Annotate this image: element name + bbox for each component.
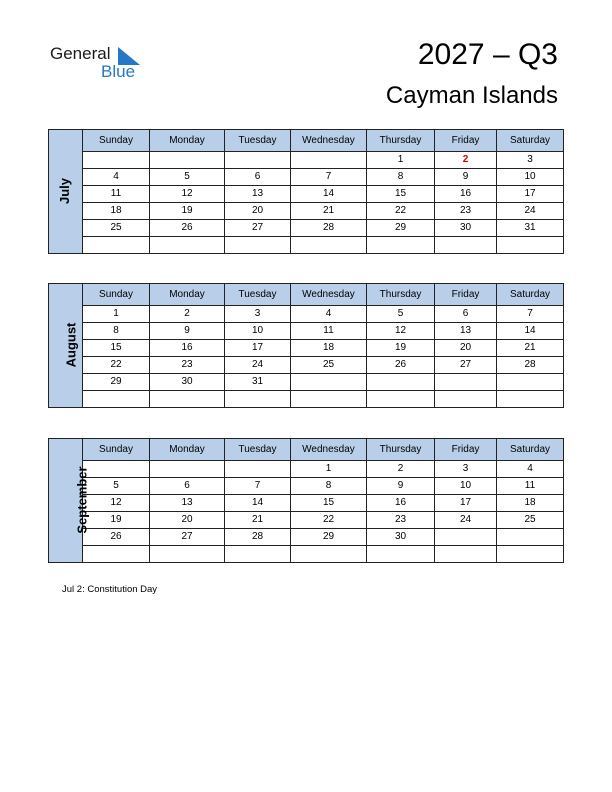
- day-cell: [367, 374, 435, 391]
- month-label-cell: [49, 284, 83, 408]
- day-cell: 25: [497, 512, 564, 529]
- day-cell: 10: [435, 478, 497, 495]
- weekday-header: Monday: [150, 130, 225, 152]
- day-cell: [83, 546, 150, 563]
- day-cell: 2: [150, 306, 225, 323]
- weekday-header-row: [49, 284, 564, 306]
- day-cell: [225, 237, 291, 254]
- weekday-header: Tuesday: [225, 284, 291, 306]
- day-cell: 3: [435, 461, 497, 478]
- day-cell: [367, 391, 435, 408]
- day-cell: [435, 546, 497, 563]
- day-cell: [225, 461, 291, 478]
- weekday-header: Friday: [435, 284, 497, 306]
- day-cell: 18: [83, 203, 150, 220]
- weekday-header: Thursday: [367, 130, 435, 152]
- day-cell: 23: [150, 357, 225, 374]
- week-row: [49, 169, 564, 186]
- weekday-header: Saturday: [497, 130, 564, 152]
- day-cell: 22: [83, 357, 150, 374]
- weekday-header: Thursday: [367, 284, 435, 306]
- day-cell: [435, 391, 497, 408]
- day-cell: 12: [83, 495, 150, 512]
- month-label-cell: [49, 130, 83, 254]
- weekday-header: Sunday: [83, 284, 150, 306]
- day-cell: [83, 461, 150, 478]
- day-cell: 12: [367, 323, 435, 340]
- day-cell: 30: [367, 529, 435, 546]
- day-cell: [150, 546, 225, 563]
- day-cell: 2: [435, 152, 497, 169]
- day-cell: 19: [150, 203, 225, 220]
- holiday-note: Jul 2: Constitution Day: [62, 584, 158, 595]
- day-cell: 7: [225, 478, 291, 495]
- weekday-header: Friday: [435, 130, 497, 152]
- weekday-header: Wednesday: [291, 284, 367, 306]
- day-cell: [435, 237, 497, 254]
- weekday-header: Monday: [150, 284, 225, 306]
- day-cell: [150, 152, 225, 169]
- day-cell: 16: [367, 495, 435, 512]
- day-cell: 11: [497, 478, 564, 495]
- day-cell: 23: [435, 203, 497, 220]
- day-cell: 9: [367, 478, 435, 495]
- day-cell: 27: [225, 220, 291, 237]
- week-row: [49, 306, 564, 323]
- week-row: [49, 391, 564, 408]
- day-cell: 27: [150, 529, 225, 546]
- day-cell: 28: [291, 220, 367, 237]
- day-cell: 26: [150, 220, 225, 237]
- week-row: [49, 152, 564, 169]
- day-cell: 5: [150, 169, 225, 186]
- month-table-2: [48, 438, 564, 563]
- day-cell: 16: [435, 186, 497, 203]
- day-cell: 13: [150, 495, 225, 512]
- day-cell: 12: [150, 186, 225, 203]
- week-row: [49, 357, 564, 374]
- day-cell: 9: [435, 169, 497, 186]
- week-row: [49, 340, 564, 357]
- day-cell: 6: [150, 478, 225, 495]
- day-cell: 11: [83, 186, 150, 203]
- weekday-header: Monday: [150, 439, 225, 461]
- day-cell: 15: [291, 495, 367, 512]
- day-cell: [225, 152, 291, 169]
- day-cell: 28: [497, 357, 564, 374]
- week-row: [49, 495, 564, 512]
- day-cell: [435, 374, 497, 391]
- day-cell: 25: [291, 357, 367, 374]
- day-cell: [225, 391, 291, 408]
- day-cell: 1: [83, 306, 150, 323]
- day-cell: [497, 529, 564, 546]
- day-cell: [497, 374, 564, 391]
- day-cell: 9: [150, 323, 225, 340]
- day-cell: 25: [83, 220, 150, 237]
- day-cell: [291, 374, 367, 391]
- day-cell: [367, 546, 435, 563]
- day-cell: 3: [225, 306, 291, 323]
- day-cell: 24: [225, 357, 291, 374]
- week-row: [49, 512, 564, 529]
- week-row: [49, 478, 564, 495]
- page-subtitle: Cayman Islands: [385, 82, 558, 109]
- day-cell: [367, 237, 435, 254]
- day-cell: [291, 391, 367, 408]
- day-cell: 1: [367, 152, 435, 169]
- weekday-header: Thursday: [367, 439, 435, 461]
- day-cell: 20: [150, 512, 225, 529]
- day-cell: 18: [497, 495, 564, 512]
- day-cell: [497, 546, 564, 563]
- day-cell: 21: [291, 203, 367, 220]
- month-name: July: [57, 177, 73, 204]
- day-cell: 28: [225, 529, 291, 546]
- day-cell: 20: [435, 340, 497, 357]
- day-cell: 22: [291, 512, 367, 529]
- day-cell: 10: [225, 323, 291, 340]
- day-cell: 4: [83, 169, 150, 186]
- month-table-1: [48, 283, 564, 408]
- day-cell: 4: [291, 306, 367, 323]
- weekday-header: Sunday: [83, 130, 150, 152]
- weekday-header: Friday: [435, 439, 497, 461]
- day-cell: 7: [497, 306, 564, 323]
- day-cell: 10: [497, 169, 564, 186]
- day-cell: 17: [225, 340, 291, 357]
- page-title: 2027 – Q3: [417, 38, 558, 71]
- day-cell: 31: [225, 374, 291, 391]
- day-cell: 20: [225, 203, 291, 220]
- day-cell: 26: [83, 529, 150, 546]
- day-cell: 11: [291, 323, 367, 340]
- day-cell: 24: [497, 203, 564, 220]
- day-cell: 17: [435, 495, 497, 512]
- day-cell: [83, 391, 150, 408]
- week-row: [49, 546, 564, 563]
- day-cell: 31: [497, 220, 564, 237]
- day-cell: 30: [150, 374, 225, 391]
- week-row: [49, 529, 564, 546]
- day-cell: 18: [291, 340, 367, 357]
- weekday-header: Saturday: [497, 439, 564, 461]
- day-cell: [291, 546, 367, 563]
- weekday-header: Tuesday: [225, 130, 291, 152]
- day-cell: 17: [497, 186, 564, 203]
- day-cell: 8: [83, 323, 150, 340]
- month-name: August: [63, 322, 79, 367]
- day-cell: 14: [497, 323, 564, 340]
- month-name: September: [74, 465, 90, 534]
- day-cell: 6: [225, 169, 291, 186]
- day-cell: 13: [435, 323, 497, 340]
- day-cell: [291, 152, 367, 169]
- day-cell: 3: [497, 152, 564, 169]
- day-cell: 26: [367, 357, 435, 374]
- day-cell: 19: [367, 340, 435, 357]
- day-cell: 16: [150, 340, 225, 357]
- day-cell: 21: [497, 340, 564, 357]
- day-cell: [150, 391, 225, 408]
- day-cell: 6: [435, 306, 497, 323]
- weekday-header-row: [49, 130, 564, 152]
- day-cell: [150, 237, 225, 254]
- day-cell: 29: [291, 529, 367, 546]
- logo-word-blue: Blue: [101, 62, 136, 81]
- month-table-0: [48, 129, 564, 254]
- weekday-header: Wednesday: [291, 439, 367, 461]
- week-row: [49, 186, 564, 203]
- week-row: [49, 374, 564, 391]
- week-row: [49, 220, 564, 237]
- week-row: [49, 461, 564, 478]
- day-cell: 8: [367, 169, 435, 186]
- day-cell: [83, 237, 150, 254]
- day-cell: 14: [291, 186, 367, 203]
- day-cell: 19: [83, 512, 150, 529]
- day-cell: [497, 237, 564, 254]
- month-label-cell: [49, 439, 90, 563]
- day-cell: [435, 529, 497, 546]
- weekday-header: Sunday: [83, 439, 150, 461]
- week-row: [49, 203, 564, 220]
- day-cell: [225, 546, 291, 563]
- day-cell: 14: [225, 495, 291, 512]
- day-cell: 24: [435, 512, 497, 529]
- day-cell: 30: [435, 220, 497, 237]
- day-cell: 21: [225, 512, 291, 529]
- day-cell: 29: [367, 220, 435, 237]
- day-cell: [291, 237, 367, 254]
- day-cell: 1: [291, 461, 367, 478]
- day-cell: 23: [367, 512, 435, 529]
- day-cell: 7: [291, 169, 367, 186]
- day-cell: 13: [225, 186, 291, 203]
- day-cell: 5: [367, 306, 435, 323]
- day-cell: 15: [367, 186, 435, 203]
- day-cell: 8: [291, 478, 367, 495]
- day-cell: 4: [497, 461, 564, 478]
- weekday-header: Tuesday: [225, 439, 291, 461]
- weekday-header: Wednesday: [291, 130, 367, 152]
- logo-word-general: General: [50, 44, 111, 63]
- generalblue-logo: [50, 44, 150, 84]
- week-row: [49, 237, 564, 254]
- day-cell: 5: [83, 478, 150, 495]
- day-cell: 2: [367, 461, 435, 478]
- weekday-header: Saturday: [497, 284, 564, 306]
- week-row: [49, 323, 564, 340]
- day-cell: [497, 391, 564, 408]
- day-cell: [83, 152, 150, 169]
- day-cell: 22: [367, 203, 435, 220]
- weekday-header-row: [49, 439, 564, 461]
- day-cell: [150, 461, 225, 478]
- day-cell: 15: [83, 340, 150, 357]
- day-cell: 29: [83, 374, 150, 391]
- day-cell: 27: [435, 357, 497, 374]
